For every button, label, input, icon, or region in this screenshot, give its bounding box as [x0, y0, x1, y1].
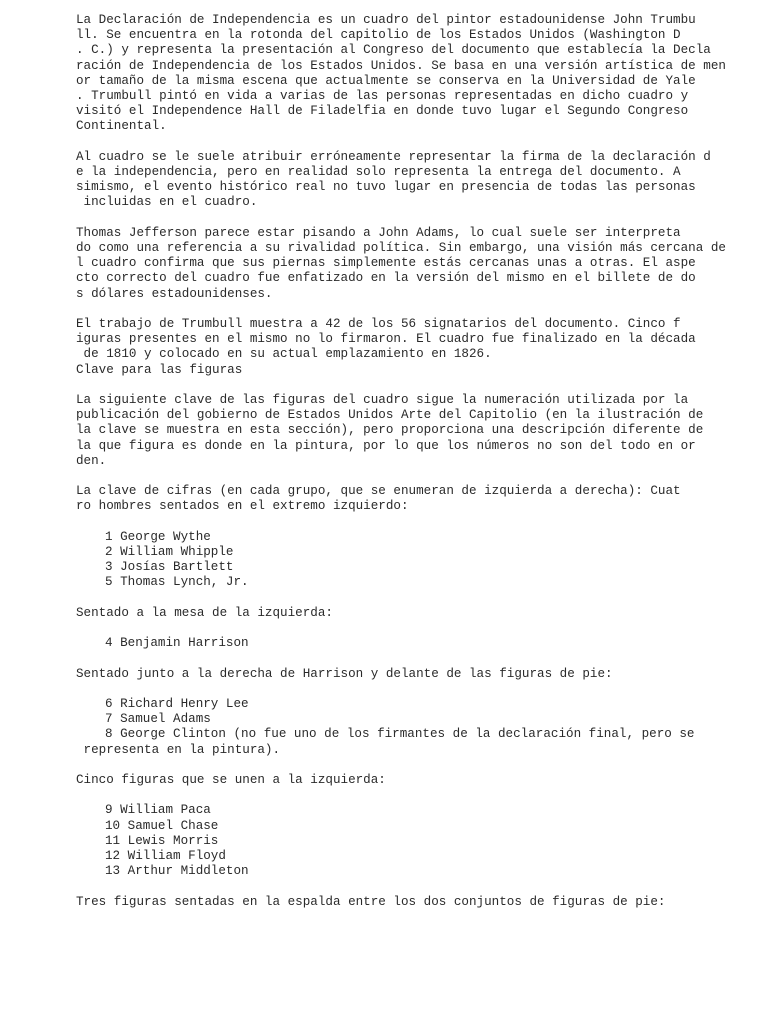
list-item: 6 Richard Henry Lee [105, 696, 249, 711]
group-heading [76, 606, 726, 621]
list-item-continuation: representa en la pintura). [76, 742, 281, 757]
text-line: simismo, el evento histórico real no tuvo lugar en presencia de todas las personas [76, 180, 696, 195]
text-line: or tamaño de la misma escena que actualmente se conserva en la Universidad de Yale [76, 73, 696, 88]
text-line: s dólares estadounidenses. [76, 286, 273, 301]
text-line: la clave se muestra en esta sección), pero proporciona una descripción diferente de [76, 423, 704, 438]
list-item: 7 Samuel Adams [105, 712, 211, 727]
figure-list-table [76, 636, 726, 651]
list-item: 9 William Paca [105, 803, 211, 818]
text-line: e la independencia, pero en realidad solo representa la entrega del documento. A [76, 165, 681, 180]
document-page [76, 13, 726, 925]
text-line: Cinco figuras que se unen a la izquierda: [76, 772, 386, 787]
section-heading: Clave para las figuras [76, 362, 243, 377]
text-line: ración de Independencia de los Estados Unidos. Se basa en una versión artística de men [76, 58, 726, 73]
paragraph-misattribution [76, 150, 726, 211]
text-line: . C.) y representa la presentación al Congreso del documento que establecía la Decla [76, 43, 711, 58]
text-line: La siguiente clave de las figuras del cuadro sigue la numeración utilizada por la [76, 393, 689, 408]
group-heading [76, 667, 726, 682]
list-item: 11 Lewis Morris [105, 833, 219, 848]
list-item: 10 Samuel Chase [105, 818, 219, 833]
text-line: iguras presentes en el mismo no lo firmaron. El cuadro fue finalizado en la década [76, 332, 696, 347]
paragraph-jefferson [76, 226, 726, 302]
list-item: 8 George Clinton (no fue uno de los firmantes de la declaración final, pero se [105, 727, 695, 742]
text-line: La clave de cifras (en cada grupo, que se enumeran de izquierda a derecha): Cuat [76, 484, 681, 499]
text-line: l cuadro confirma que sus piernas simplemente estás cercanas unas a otras. El aspe [76, 256, 696, 271]
text-line: Sentado a la mesa de la izquierda: [76, 605, 333, 620]
text-line: El trabajo de Trumbull muestra a 42 de los 56 signatarios del documento. Cinco f [76, 317, 681, 332]
figure-list-five-left [76, 803, 726, 879]
group-heading [76, 773, 726, 788]
text-line: Thomas Jefferson parece estar pisando a John Adams, lo cual suele ser interpreta [76, 225, 681, 240]
paragraph-key-intro [76, 393, 726, 469]
list-item: 3 Josías Bartlett [105, 560, 234, 575]
text-line: visitó el Independence Hall de Filadelfia en donde tuvo lugar el Segundo Congreso [76, 104, 689, 119]
figure-list-left-seated [76, 530, 726, 591]
paragraph-key-groups [76, 484, 726, 514]
list-item: 2 William Whipple [105, 545, 234, 560]
text-line: La Declaración de Independencia es un cuadro del pintor estadounidense John Trumbu [76, 13, 696, 27]
text-line: la que figura es donde en la pintura, por lo que los números no son del todo en or [76, 438, 696, 453]
text-line: Al cuadro se le suele atribuir erróneamente representar la firma de la declaración d [76, 149, 711, 164]
list-item: 13 Arthur Middleton [105, 864, 249, 879]
list-item: 5 Thomas Lynch, Jr. [105, 575, 249, 590]
text-line: den. [76, 453, 107, 468]
text-line: de 1810 y colocado en su actual emplazamiento en 1826. [76, 347, 492, 362]
paragraph-intro [76, 13, 726, 135]
text-line: incluidas en el cuadro. [76, 195, 258, 210]
text-line: Continental. [76, 119, 167, 134]
list-item: 1 George Wythe [105, 529, 211, 544]
text-line: publicación del gobierno de Estados Unidos Arte del Capitolio (en la ilustración de [76, 408, 704, 423]
text-line: ro hombres sentados en el extremo izquierdo: [76, 499, 409, 514]
text-line: . Trumbull pintó en vida a varias de las personas representadas en dicho cuadro y [76, 89, 689, 104]
group-heading [76, 895, 726, 910]
text-line: ll. Se encuentra en la rotonda del capitolio de los Estados Unidos (Washington D [76, 28, 681, 43]
text-line: do como una referencia a su rivalidad política. Sin embargo, una visión más cercana de [76, 241, 726, 256]
text-line: Tres figuras sentadas en la espalda entre los dos conjuntos de figuras de pie: [76, 894, 666, 909]
text-line: cto correcto del cuadro fue enfatizado en la versión del mismo en el billete de do [76, 271, 696, 286]
text-line: Sentado junto a la derecha de Harrison y delante de las figuras de pie: [76, 666, 613, 681]
paragraph-signatories [76, 317, 726, 378]
list-item: 12 William Floyd [105, 848, 226, 863]
figure-list-right-of-harrison [76, 697, 726, 758]
list-item: 4 Benjamin Harrison [105, 636, 249, 651]
